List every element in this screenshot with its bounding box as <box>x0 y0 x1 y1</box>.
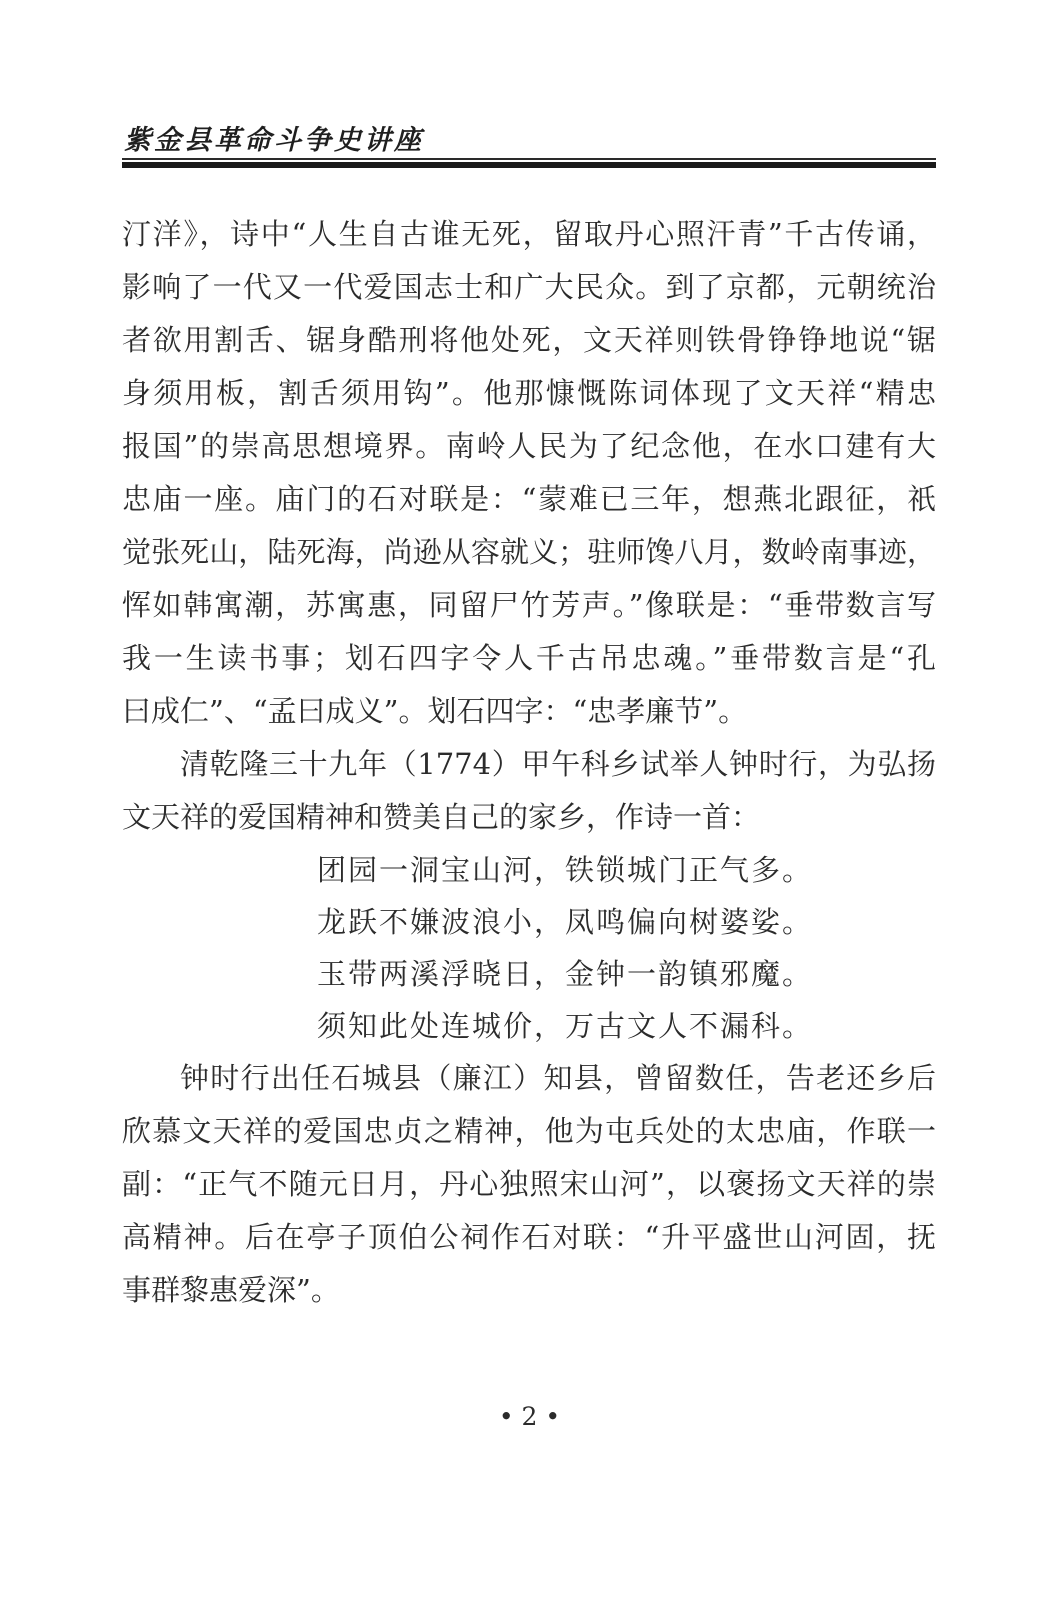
poem <box>122 844 936 1052</box>
page-number: • 2 • <box>498 1402 561 1431</box>
text-line: 觉张死山，陆死海，尚逊从容就义；驻师馋八月，数岭南事迹， <box>122 535 936 569</box>
text-line: 副：“正气不随元日月，丹心独照宋山河”，以褒扬文天祥的崇 <box>122 1167 936 1201</box>
poem-line: 须知此处连城价，万古文人不漏科。 <box>317 1009 814 1043</box>
text-line: 恽如韩寓潮，苏寓惠，同留尸竹芳声。”像联是：“垂带数言写 <box>122 588 936 622</box>
text-line: 影响了一代又一代爱国志士和广大民众。到了京都，元朝统治 <box>122 270 936 304</box>
poem-line: 团园一洞宝山河，铁锁城门正气多。 <box>317 853 814 887</box>
header-rule-thick <box>122 162 936 168</box>
text-line: 报国”的崇高思想境界。南岭人民为了纪念他，在水口建有大 <box>122 429 936 463</box>
poem-line: 玉带两溪浮晓日，金钟一韵镇邪魔。 <box>317 957 814 991</box>
header-rule-thin <box>122 158 936 160</box>
text-line: 曰成仁”、“孟曰成义”。划石四字：“忠孝廉节”。 <box>122 694 748 728</box>
text-line: 忠庙一座。庙门的石对联是：“蒙难已三年，想燕北跟征，祇 <box>122 482 936 516</box>
text-line: 钟时行出任石城县（廉江）知县，曾留数任，告老还乡后 <box>180 1061 936 1095</box>
text-line: 文天祥的爱国精神和赞美自己的家乡，作诗一首： <box>122 800 761 834</box>
running-header-title: 紫金县革命斗争史讲座 <box>124 125 424 156</box>
text-line: 汀洋》，诗中“人生自古谁无死，留取丹心照汗青”千古传诵， <box>122 217 936 251</box>
text-line: 欣慕文天祥的爱国忠贞之精神，他为屯兵处的太忠庙，作联一 <box>122 1114 936 1148</box>
text-line: 身须用板，割舌须用钩”。他那慷慨陈词体现了文天祥“精忠 <box>122 376 936 410</box>
paragraph <box>122 1052 936 1317</box>
text-line: 事群黎惠爱深”。 <box>122 1273 340 1307</box>
text-line: 我一生读书事；划石四字令人千古吊忠魂。”垂带数言是“孔 <box>122 641 936 675</box>
body-text <box>122 208 936 1317</box>
paragraph <box>122 738 936 844</box>
paragraph <box>122 208 936 738</box>
poem-line: 龙跃不嫌波浪小，凤鸣偏向树婆娑。 <box>317 905 814 939</box>
text-line: 高精神。后在亭子顶伯公祠作石对联：“升平盛世山河固，抚 <box>122 1220 936 1254</box>
text-line: 者欲用割舌、锯身酷刑将他处死，文天祥则铁骨铮铮地说“锯 <box>122 323 936 357</box>
text-line: 清乾隆三十九年（1774）甲午科乡试举人钟时行，为弘扬 <box>180 747 936 781</box>
